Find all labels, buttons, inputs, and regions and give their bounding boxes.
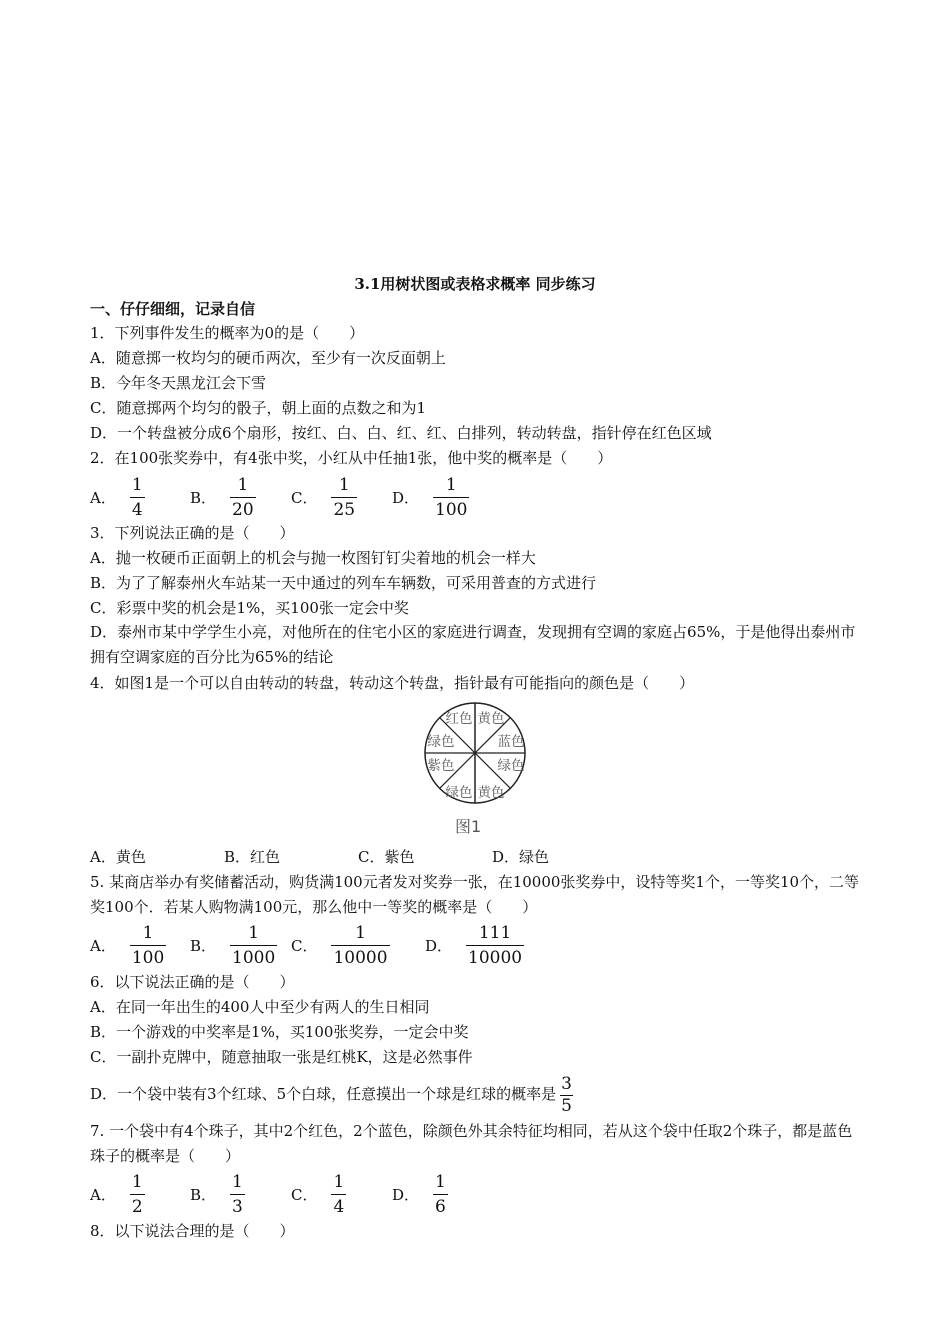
sector-label: 蓝色 xyxy=(497,734,525,750)
q6-option-b: B．一个游戏的中奖率是1%，买100张奖券，一定会中奖 xyxy=(90,1023,469,1041)
option-label: C． xyxy=(291,1185,318,1204)
denominator: 100 xyxy=(130,945,166,968)
q4-option-b: B．红色 xyxy=(224,848,281,866)
denominator: 10000 xyxy=(331,945,389,968)
numerator: 1 xyxy=(338,474,350,495)
denominator: 10000 xyxy=(466,945,524,968)
option-label: B． xyxy=(190,488,217,507)
numerator: 1 xyxy=(232,1171,243,1192)
denominator: 100 xyxy=(433,497,469,520)
q3-option-c: C．彩票中奖的机会是1%，买100张一定会中奖 xyxy=(90,599,409,617)
q6-option-d xyxy=(90,1072,573,1116)
denominator: 25 xyxy=(331,497,357,520)
fraction xyxy=(130,1172,145,1217)
q4-stem: 4．如图1是一个可以自由转动的转盘，转动这个转盘，指针最有可能指向的颜色是（ ） xyxy=(90,674,695,692)
q1-option-c: C．随意掷两个均匀的骰子，朝上面的点数之和为1 xyxy=(90,399,427,417)
q3-option-b: B．为了了解泰州火车站某一天中通过的列车车辆数，可采用普查的方式进行 xyxy=(90,574,597,592)
option-label: D． xyxy=(425,936,453,955)
denominator: 2 xyxy=(130,1194,145,1217)
q6-option-a: A．在同一年出生的400人中至少有两人的生日相同 xyxy=(90,998,430,1016)
fraction xyxy=(230,1172,245,1217)
numerator: 1 xyxy=(237,474,249,495)
q5-option-b xyxy=(190,920,277,970)
fraction xyxy=(331,923,389,968)
section-heading: 一、仔仔细细，记录自信 xyxy=(90,300,256,318)
denominator: 4 xyxy=(331,1194,346,1217)
q6-option-c: C．一副扑克牌中，随意抽取一张是红桃K，这是必然事件 xyxy=(90,1048,473,1066)
numerator: 1 xyxy=(131,1171,143,1192)
sector-label: 黄色 xyxy=(477,711,505,727)
q5-option-a xyxy=(90,920,166,970)
fraction xyxy=(230,475,256,520)
fraction xyxy=(230,923,277,968)
option-label: D． xyxy=(392,488,420,507)
option-label: B． xyxy=(190,936,217,955)
denominator: 1000 xyxy=(230,945,277,968)
fraction xyxy=(433,475,469,520)
q1-stem: 1．下列事件发生的概率为0的是（ ） xyxy=(90,324,365,342)
fraction xyxy=(560,1075,573,1116)
q2-option-a xyxy=(90,472,145,522)
q7-option-d xyxy=(392,1169,448,1219)
option-label: A． xyxy=(90,936,116,955)
q5-option-c xyxy=(291,920,390,970)
q3-stem: 3．下列说法正确的是（ ） xyxy=(90,524,295,542)
fraction xyxy=(466,923,524,968)
numerator: 1 xyxy=(142,922,154,943)
q5-option-d xyxy=(425,920,524,970)
denominator: 6 xyxy=(433,1194,448,1217)
q1-option-b: B．今年冬天黑龙江会下雪 xyxy=(90,374,267,392)
sector-label: 绿色 xyxy=(427,734,455,750)
q7-option-b xyxy=(190,1169,245,1219)
option-label: A． xyxy=(90,1185,116,1204)
fraction xyxy=(433,1172,448,1217)
spinner-figure xyxy=(412,698,538,810)
numerator: 111 xyxy=(478,922,512,943)
option-label: C． xyxy=(291,936,318,955)
sector-label: 紫色 xyxy=(427,758,455,774)
q6-option-d-text: D．一个袋中装有3个红球、5个白球，任意摸出一个球是红球的概率是 xyxy=(90,1085,557,1103)
denominator: 3 xyxy=(230,1194,245,1217)
sector-label: 绿色 xyxy=(445,785,473,801)
fraction xyxy=(130,475,145,520)
q1-option-a: A．随意掷一枚均匀的硬币两次，至少有一次反面朝上 xyxy=(90,349,446,367)
q8-stem: 8．以下说法合理的是（ ） xyxy=(90,1222,295,1240)
fraction xyxy=(331,1172,346,1217)
q2-stem: 2．在100张奖券中，有4张中奖，小红从中任抽1张，他中奖的概率是（ ） xyxy=(90,449,613,467)
sector-label: 黄色 xyxy=(477,785,505,801)
option-label: D． xyxy=(392,1185,420,1204)
q7-option-a xyxy=(90,1169,145,1219)
q6-stem: 6．以下说法正确的是（ ） xyxy=(90,973,295,991)
q7-option-c xyxy=(291,1169,346,1219)
sector-label: 绿色 xyxy=(497,758,525,774)
q2-option-b xyxy=(190,472,256,522)
numerator: 3 xyxy=(561,1073,572,1094)
q4-option-d: D．绿色 xyxy=(492,848,550,866)
q5-stem: 5. 某商店举办有奖储蓄活动，购货满100元者发对奖券一张，在10000张奖券中，设特等奖1个，一等奖10个，二等奖100个．若某人购物满100元，那么他中一等奖的概率是（ ） xyxy=(90,873,860,916)
option-label: C． xyxy=(291,488,318,507)
numerator: 1 xyxy=(333,1171,345,1192)
q2-option-d xyxy=(392,472,469,522)
q4-option-a: A．黄色 xyxy=(90,848,146,866)
page-title: 3.1用树状图或表格求概率 同步练习 xyxy=(354,275,596,293)
q1-option-d: D．一个转盘被分成6个扇形，按红、白、白、红、红、白排列，转动转盘，指针停在红色区域 xyxy=(90,424,712,442)
option-label: A． xyxy=(90,488,116,507)
numerator: 1 xyxy=(248,922,260,943)
figure-caption: 图1 xyxy=(455,817,482,836)
fraction xyxy=(130,923,166,968)
denominator: 20 xyxy=(230,497,256,520)
option-label: B． xyxy=(190,1185,217,1204)
q3-option-d: D．泰州市某中学学生小亮，对他所在的住宅小区的家庭进行调查，发现拥有空调的家庭占65%，于是他得出泰州市拥有空调家庭的百分比为65%的结论 xyxy=(90,623,856,666)
q4-option-c: C．紫色 xyxy=(358,848,415,866)
q3-option-a: A．抛一枚硬币正面朝上的机会与抛一枚图钉钉尖着地的机会一样大 xyxy=(90,549,536,567)
numerator: 1 xyxy=(131,474,143,495)
denominator: 5 xyxy=(561,1095,572,1116)
fraction xyxy=(331,475,357,520)
numerator: 1 xyxy=(445,474,457,495)
sector-label: 红色 xyxy=(445,711,473,727)
q7-stem: 7. 一个袋中有4个珠子，其中2个红色，2个蓝色，除颜色外其余特征均相同，若从这个袋中任取2个珠子，都是蓝色珠子的概率是（ ） xyxy=(90,1122,853,1165)
q2-option-c xyxy=(291,472,357,522)
numerator: 1 xyxy=(355,922,366,943)
numerator: 1 xyxy=(435,1171,446,1192)
denominator: 4 xyxy=(130,497,145,520)
